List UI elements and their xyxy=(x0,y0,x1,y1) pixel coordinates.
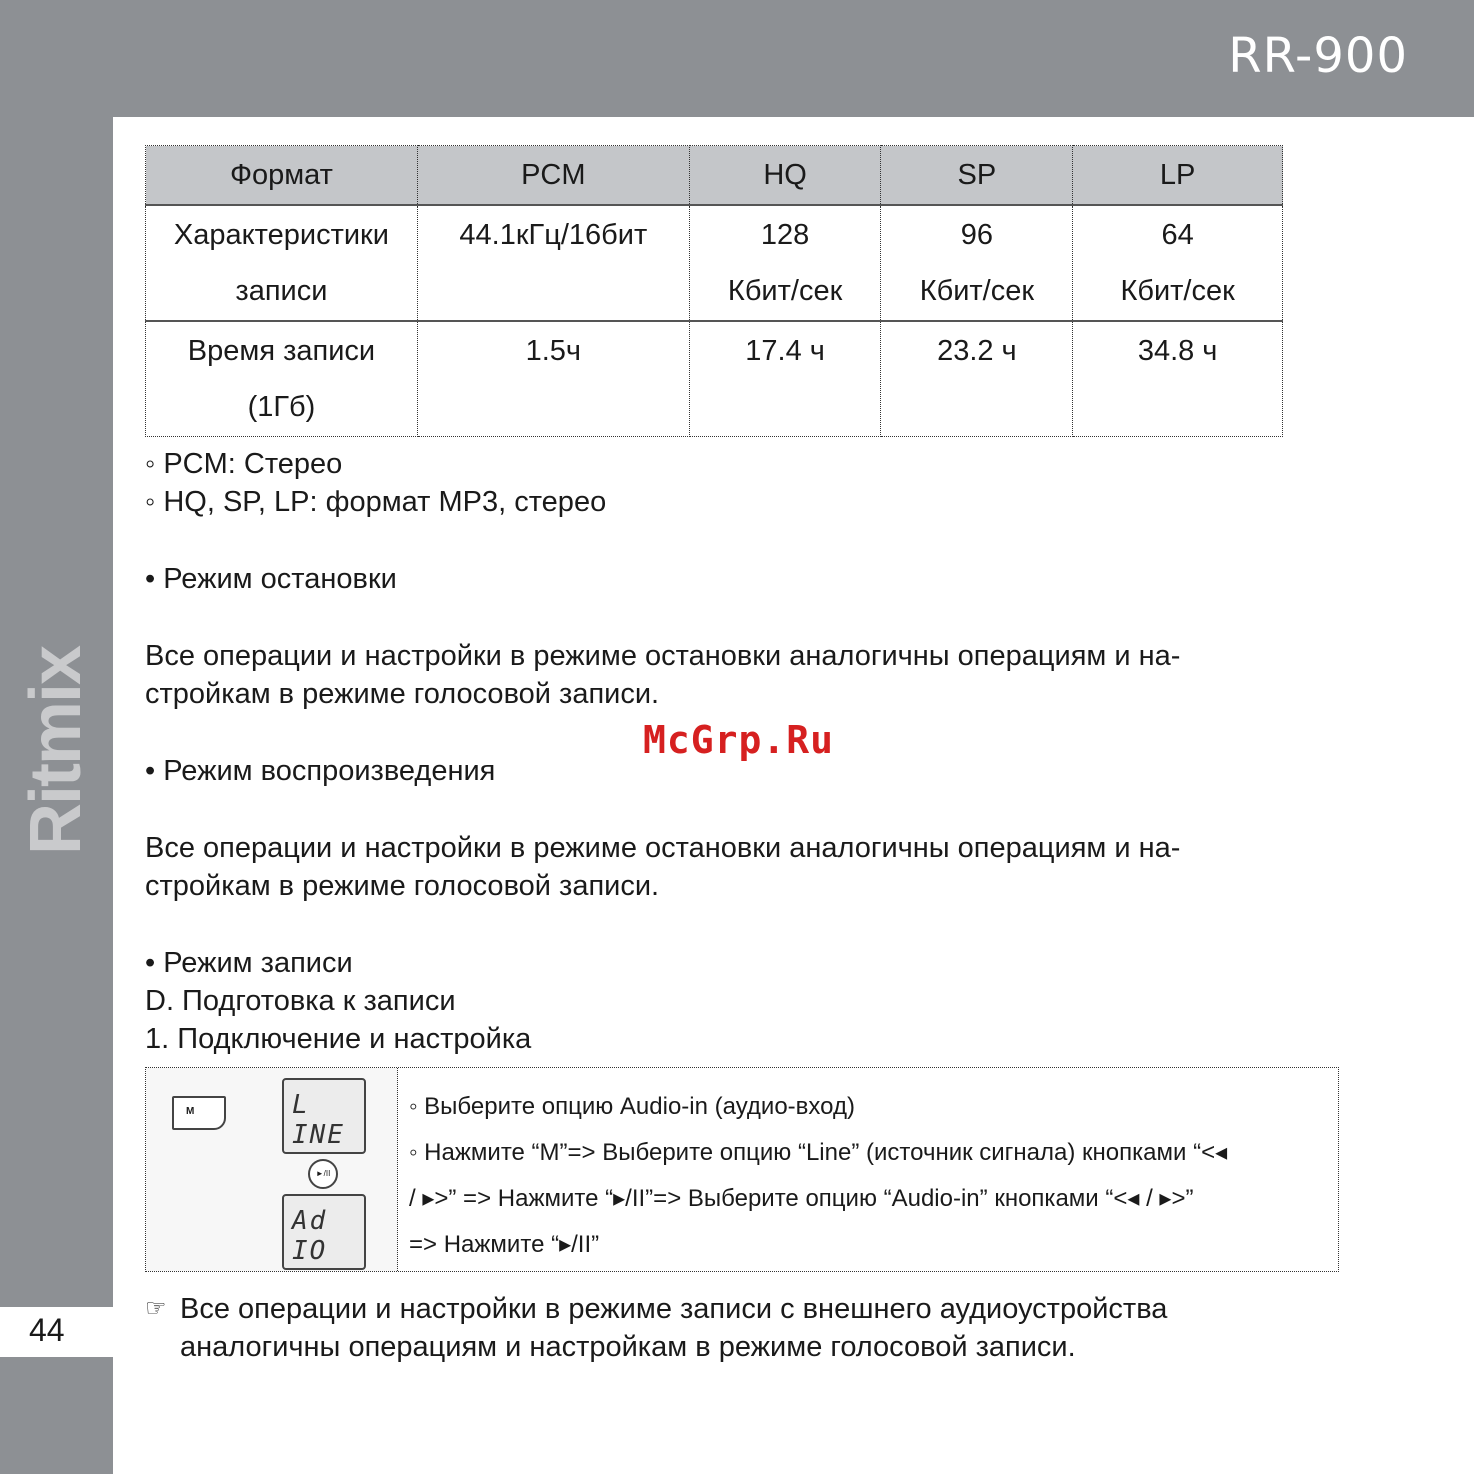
play-pause-icon: ►/II xyxy=(308,1159,338,1189)
footer-note-text: Все операции и настройки в режиме записи с внешнего аудиоустройства xyxy=(180,1293,1168,1325)
format-table xyxy=(145,145,1283,437)
footer-note-text: аналогичны операциям и настройкам в режиме голосовой записи. xyxy=(180,1331,1076,1363)
lcd-line-display: L INE xyxy=(282,1078,366,1154)
model-title: RR-900 xyxy=(1228,28,1408,84)
play-mode-text: Все операции и настройки в режиме остановки аналогичны операциям и на- xyxy=(145,832,1181,864)
stop-mode-title: • Режим остановки xyxy=(145,563,397,595)
brand-logo: Ritmix xyxy=(16,646,97,856)
table-header: LP xyxy=(1073,146,1283,206)
table-cell: Время записи (1Гб) xyxy=(146,321,418,437)
instruction-box xyxy=(145,1067,1339,1272)
table-cell: Характеристики записи xyxy=(146,205,418,321)
stop-mode-text: стройкам в режиме голосовой записи. xyxy=(145,678,660,710)
instruction-line: => Нажмите “▸/II” xyxy=(409,1231,600,1258)
device-illustration xyxy=(146,1068,398,1271)
note-pcm: ◦ PCM: Стерео xyxy=(145,448,343,480)
table-row xyxy=(146,321,1283,437)
table-cell: 64 Кбит/сек xyxy=(1073,205,1283,321)
watermark: McGrp.Ru xyxy=(643,718,835,762)
play-mode-text: стройкам в режиме голосовой записи. xyxy=(145,870,660,902)
stop-mode-text: Все операции и настройки в режиме остановки аналогичны операциям и на- xyxy=(145,640,1181,672)
note-mp3: ◦ HQ, SP, LP: формат MP3, стерео xyxy=(145,486,607,518)
table-cell: 34.8 ч xyxy=(1073,321,1283,437)
lcd-audio-display: Ad IO xyxy=(282,1194,366,1270)
record-prep-heading: D. Подготовка к записи xyxy=(145,985,456,1017)
record-connect-heading: 1. Подключение и настройка xyxy=(145,1023,532,1055)
table-cell: 44.1кГц/16бит xyxy=(417,205,689,321)
page-number-box xyxy=(0,1307,113,1357)
instruction-line: / ▸>” => Нажмите “▸/II”=> Выберите опцию “Audio-in” кнопками “<◂ / ▸>” xyxy=(409,1185,1194,1212)
table-cell: 96 Кбит/сек xyxy=(881,205,1073,321)
table-cell: 23.2 ч xyxy=(881,321,1073,437)
table-cell: 128 Кбит/сек xyxy=(689,205,881,321)
instruction-line: ◦ Выберите опцию Audio-in (аудио-вход) xyxy=(409,1093,855,1120)
table-row xyxy=(146,205,1283,321)
table-header: PCM xyxy=(417,146,689,206)
page-number: 44 xyxy=(29,1312,65,1348)
instruction-line: ◦ Нажмите “M”=> Выберите опцию “Line” (источник сигнала) кнопками “<◂ xyxy=(409,1139,1228,1166)
table-cell: 1.5ч xyxy=(417,321,689,437)
record-mode-title: • Режим записи xyxy=(145,947,353,979)
table-header-row xyxy=(146,146,1283,206)
play-mode-title: • Режим воспроизведения xyxy=(145,755,496,787)
table-header: HQ xyxy=(689,146,881,206)
table-cell: 17.4 ч xyxy=(689,321,881,437)
table-header: Формат xyxy=(146,146,418,206)
m-button-icon: M xyxy=(172,1096,226,1130)
instruction-text xyxy=(409,1084,1227,1268)
table-header: SP xyxy=(881,146,1073,206)
pointing-hand-icon: ☞ xyxy=(145,1295,167,1322)
